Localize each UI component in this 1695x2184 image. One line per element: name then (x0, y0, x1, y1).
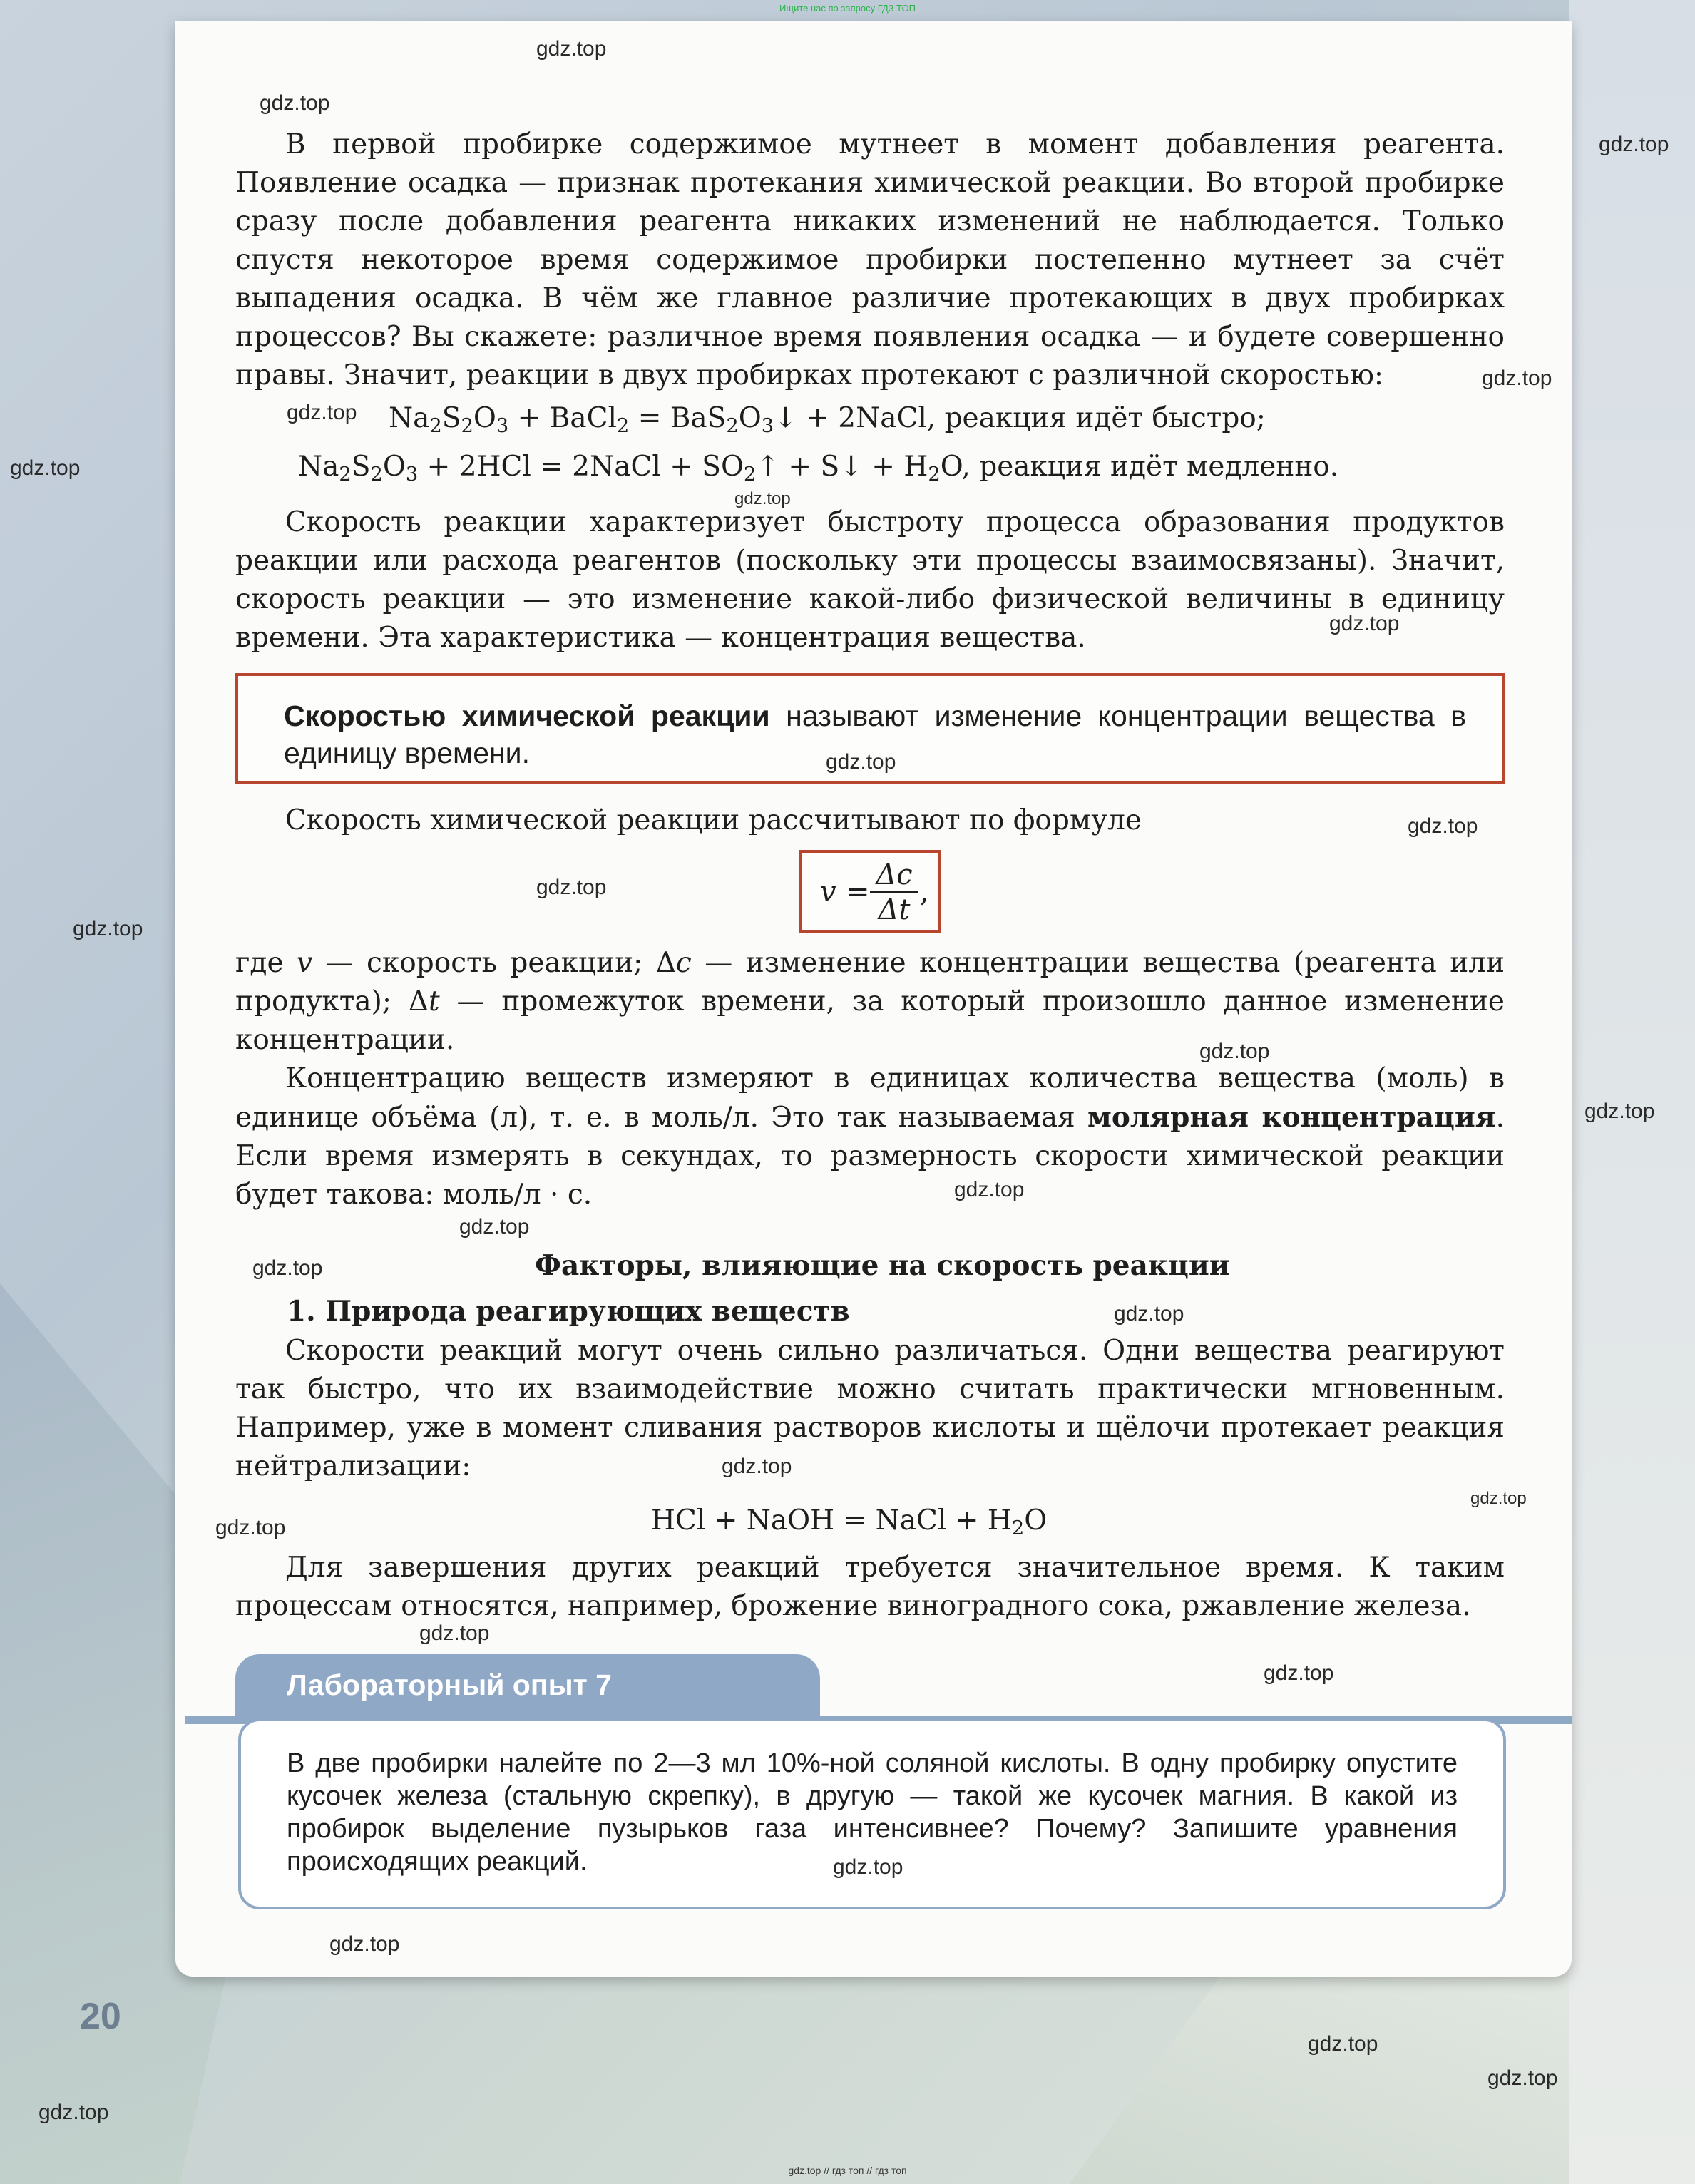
paragraph-1-container (235, 125, 1505, 395)
paragraph-5-container (235, 1060, 1505, 1214)
bottom-note: gdz.top // гдз топ // гдз топ (788, 2165, 907, 2176)
watermark: gdz.top (39, 2101, 109, 2124)
p4-text: — скорость реакции; Δ (312, 947, 676, 979)
equation-3: HCl + NaOH = NaCl + $H_2O$ (651, 1504, 1048, 1539)
eq3-part: HCl + NaOH = NaCl + H (651, 1504, 1012, 1537)
p4-text: — изменение концентрации вещества (реагента или продукта); Δ (235, 947, 1505, 1017)
p5-text: . Если время измерять в секундах, то размерность скорости химической реакции будет такова: моль/л · с. (235, 1102, 1505, 1211)
p4-symbol: v (297, 947, 313, 979)
formula-numerator: Δc (876, 858, 913, 891)
p4-symbol: c (675, 947, 692, 979)
rate-formula-box (799, 850, 941, 933)
watermark: gdz.top (10, 456, 81, 480)
watermark: gdz.top (536, 37, 607, 61)
p4-text: где (235, 947, 297, 979)
watermark: gdz.top (1199, 1040, 1270, 1063)
watermark: gdz.top (722, 1455, 792, 1478)
watermark: gdz.top (252, 1256, 323, 1280)
watermark: gdz.top (536, 876, 607, 899)
p4-text: — промежуток времени, за который произошло данное изменение концентрации. (235, 985, 1505, 1056)
formula-denominator: Δt (878, 893, 911, 926)
watermark: gdz.top (419, 1621, 490, 1645)
watermark: gdz.top (1482, 366, 1552, 390)
watermark: gdz.top (1487, 2066, 1558, 2090)
watermark: gdz.top (329, 1932, 400, 1956)
paragraph-7-container (235, 1549, 1505, 1626)
watermark: gdz.top (734, 489, 791, 508)
watermark: gdz.top (1470, 1489, 1527, 1508)
watermark: gdz.top (1114, 1302, 1184, 1326)
paragraph-6-container (235, 1332, 1505, 1486)
p5-text: Концентрацию веществ измеряют в единицах количества вещества (моль) в единице объёма (л), т. е. в моль/л. Это так называемая (235, 1062, 1505, 1134)
paragraph-2: Скорость реакции характеризует быстроту процесса образования продуктов реакции или расхода реагентов (поскольку эти процессы взаимосвязаны). Значит, скорость реакции — это изменение какой-либо физической величины в единицу времени. Эта характеристика — концентрация вещества. (235, 506, 1505, 654)
eq2-part: ↑ + S↓ + H (756, 451, 928, 483)
watermark: gdz.top (73, 917, 143, 940)
page-number: 20 (80, 1996, 121, 2037)
section-heading: Факторы, влияющие на скорость реакции (535, 1249, 1230, 1282)
paragraph-5 (235, 1060, 1505, 1214)
watermark: gdz.top (260, 91, 330, 115)
paragraph-4 (235, 944, 1505, 1060)
watermark: gdz.top (1599, 133, 1669, 156)
lab-title: Лабораторный опыт 7 (287, 1668, 612, 1701)
watermark: gdz.top (1584, 1099, 1655, 1123)
eq1-part: = BaS (629, 402, 727, 434)
definition-rest: называют изменение концентрации вещества в единицу времени. (284, 699, 1466, 769)
watermark: gdz.top (826, 750, 896, 774)
paragraph-3-container (235, 801, 1505, 840)
watermark: gdz.top (1308, 2032, 1378, 2056)
watermark: gdz.top (459, 1215, 530, 1239)
formula-comma: , (920, 876, 929, 908)
watermark: gdz.top (215, 1516, 286, 1539)
background-facet (1569, 0, 1695, 2184)
paragraph-6: Скорости реакций могут очень сильно различаться. Одни вещества реагируют так быстро, что их взаимодействие можно считать практически мгновенным. Например, уже в момент сливания растворов кислоты и щёлочи протекает реакция нейтрализации: (235, 1335, 1505, 1482)
formula-equals: = (846, 876, 870, 908)
watermark: gdz.top (1264, 1661, 1334, 1685)
watermark: gdz.top (954, 1178, 1025, 1201)
paragraph-1: В первой пробирке содержимое мутнеет в момент добавления реагента. Появление осадка — признак протекания химической реакции. Во второй пробирке сразу после добавления реагента никаких изменений не наблюдается. Только спустя некоторое время содержимое пробирки постепенно мутнеет за счёт выпадения осадка. В чём же главное различие протекающих в двух пробирках процессов? Вы скажете: различное время появления осадка — и будете совершенно правы. Значит, реакции в двух пробирках протекают с различной скоростью: (235, 128, 1505, 391)
equation-2: $Na_2S_2O_3 + 2HCl$ = 2NaCl + $SO_2↑$ + S↓ + $H_2O$, реакция идёт медленно. (298, 451, 1339, 486)
equation-1: $Na_2S_2O_3$ + BaCl$_2$ = $BaS_2O_3↓$ + 2NaCl, реакция идёт быстро; (389, 402, 1266, 437)
eq2-part: O, реакция идёт медленно. (940, 451, 1339, 483)
top-note: Ищите нас по запросу ГДЗ ТОП (779, 3, 916, 14)
paragraph-4-container (235, 944, 1505, 1060)
watermark: gdz.top (287, 401, 357, 424)
eq3-part: O (1024, 1504, 1048, 1537)
eq1-part: + BaCl (508, 402, 617, 434)
formula-fraction (873, 858, 916, 926)
lab-tab (235, 1654, 820, 1716)
eq2-part: + 2HCl = 2NaCl + SO (418, 451, 744, 483)
watermark: gdz.top (1408, 814, 1478, 838)
watermark: gdz.top (833, 1855, 903, 1879)
formula-lhs: v (820, 876, 836, 908)
lab-box (238, 1718, 1506, 1909)
definition-term: Скоростью химической реакции (284, 699, 770, 732)
p5-bold-term: молярная концентрация (1087, 1101, 1496, 1134)
lab-text: В две пробирки налейте по 2—3 мл 10%-ной соляной кислоты. В одну пробирку опустите кусочек железа (стальную скрепку), в другую — такой же кусочек магния. В какой из пробирок выделение пузырьков газа интенсивнее? Почему? Запишите уравнения происходящих реакций. (287, 1748, 1458, 1877)
paragraph-3: Скорость химической реакции рассчитывают по формуле (285, 804, 1142, 836)
subsection-heading: 1. Природа реагирующих веществ (287, 1295, 850, 1328)
p4-symbol: t (428, 985, 440, 1017)
watermark: gdz.top (1329, 612, 1400, 635)
eq1-part: ↓ + 2NaCl, реакция идёт быстро; (774, 402, 1266, 434)
paragraph-7: Для завершения других реакций требуется значительное время. К таким процессам относятся, например, брожение виноградного сока, ржавление железа. (235, 1552, 1505, 1622)
paragraph-2-container (235, 503, 1505, 657)
